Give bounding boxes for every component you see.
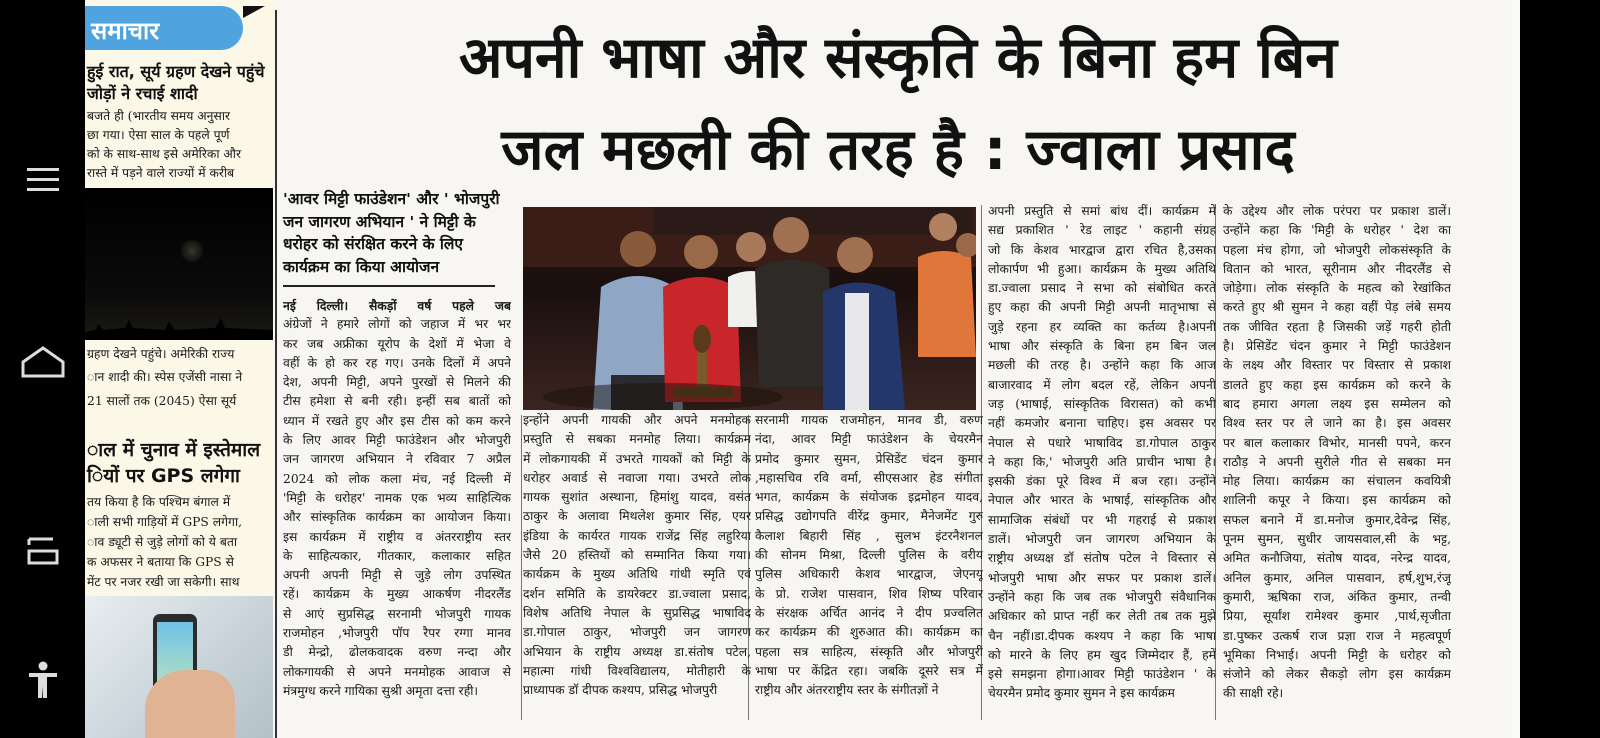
left-text-line: क अफसर ने बताया कि GPS से: [87, 555, 234, 569]
article-text-line: राष्ट्रीय और अंतरराष्ट्रीय स्तर के संगीतज्ञों ने: [755, 683, 939, 698]
article-text-line: नई दिल्ली। सैकड़ों वर्ष पहले जब: [283, 298, 511, 313]
article-text-line: तक जीवित रहता है जिसकी जड़ें गहरी होती: [1223, 319, 1451, 334]
article-text-line: को मारने के लिए हम खुद जिम्मेदार हैं, हमें: [988, 647, 1216, 662]
left-headline2-line: ाल में चुनाव में इस्तेमाल: [87, 439, 261, 461]
article-text-line: भगत, कार्यक्रम के संयोजक इद्रमोहन यादव,: [755, 490, 983, 505]
article-text-line: ने कहा कि,' भोजपुरी अति प्राचीन भाषा है।: [988, 454, 1216, 469]
article-text-line: वहीं के हो कर रह गए। उनके दिलों में अपने: [283, 355, 511, 370]
article-text-line: ठाकुर के अलावा मिथलेश कुमार सिंह, एयर: [523, 509, 751, 524]
subheadline-rule: [283, 285, 495, 287]
article-text-line: पुलिस अधिकारी केशव भारद्वाज, जेएनयू: [755, 567, 983, 582]
article-text-line: वितान को भारत, सूरीनाम और नीदरलैंड से: [1223, 261, 1451, 276]
article-text-line: के प्रो. राजेश पासवान, शिव शिष्य परिवार: [755, 586, 983, 601]
article-text-line: पूनम सुमन, सुधीर जायसवाल,सी के भट्ट,: [1223, 532, 1451, 547]
eclipse-photo: [85, 188, 273, 340]
left-text-line: को के साथ-साथ इसे अमेरिका और: [87, 147, 242, 161]
article-text-line: महात्मा गांधी विश्वविद्यालय, मोतीहारी के: [523, 663, 751, 678]
article-text-line: अंग्रेजों ने हमारे लोगों को जहाज में भर भर: [283, 317, 511, 332]
article-text-line: मोह लिया। कार्यक्रम का संचालन कवयित्री: [1223, 474, 1451, 489]
article-text-line: अपनी प्रस्तुति से समां बांध दीं। कार्यक्रम में: [988, 204, 1216, 218]
left-text-line: ाव ड्यूटी से जुड़े लोगों को ये बता: [87, 535, 238, 549]
accessibility-button[interactable]: [14, 655, 72, 705]
article-text-line: रहें। कार्यक्रम के मुख्य आकर्षण नीदरलैंड: [283, 587, 511, 602]
system-navigation-bar: [0, 0, 85, 738]
event-photo: [523, 207, 976, 410]
article-text-line: विश्व स्तर पर ले जाने का है। इस अवसर: [1223, 416, 1451, 431]
article-text-line: सरनामी गायक राजमोहन, मानव डी, वरुण: [755, 413, 983, 427]
article-text-line: पहला मंच होगा, जो भोजपुरी लोकसंस्कृति के: [1223, 242, 1451, 257]
article-column-3: [755, 411, 983, 700]
article-text-line: के साहित्यकार, गीतकार, कलाकार सहित: [283, 548, 511, 563]
article-text-line: डालें। भोजपुरी जन जागरण अभियान के: [988, 532, 1216, 547]
article-text-line: के संरक्षक अर्चित आनंद ने दीप प्रज्वलित: [755, 605, 983, 620]
section-tag-label: समाचार: [91, 17, 160, 45]
article-text-line: टीस हमेशा से बनी रही। इन्हीं सब बातों को: [283, 394, 511, 409]
gps-phone-photo: [85, 596, 273, 738]
article-text-line: के लिए आवर मिट्टी फाउंडेशन और भोजपुरी: [283, 433, 511, 448]
article-text-line: इस कार्यक्रम में राष्ट्रीय व अंतरराष्ट्रीय स्तर: [283, 529, 511, 544]
article-text-line: जन जागरण अभियान ने रविवार 7 अप्रैल: [283, 452, 511, 467]
article-text-line: से आएं सुप्रसिद्ध सरनामी भोजपुरी गायक: [283, 606, 511, 621]
article-text-line: के उद्देश्य और लोक परंपरा पर प्रकाश डालें।: [1223, 204, 1451, 218]
article-text-line: के लक्ष्य और विस्तार पर विस्तार से प्रकाश: [1223, 358, 1451, 373]
left-text-line: रास्ते में पड़ने वाले राज्यों में करीब: [87, 166, 235, 180]
accessibility-icon: [26, 660, 60, 700]
main-headline-line-2: जल मछली की तरह है : ज्वाला प्रसाद: [501, 117, 1295, 183]
article-text-line: लोकगायकी से अपने मनमोहक आवाज से: [283, 664, 511, 679]
home-icon: [20, 345, 66, 379]
article-text-line: मंत्रमुग्ध करने गायिका सुश्री अमृता दत्ता रही।: [283, 683, 479, 698]
article-text-line: प्रमोद कुमार सुमन, प्रेसिडेंट चंदन कुमार: [755, 451, 983, 466]
article-text-line: डालते हुए कहा इस कार्यक्रम को करने के: [1223, 377, 1451, 392]
screen-edge: [1520, 0, 1600, 738]
left-text-line: ान शादी की। स्पेस एजेंसी नासा ने: [87, 370, 243, 384]
article-text-line: इसकी डंका पूरे विश्व में बज रहा। उन्होंने: [988, 474, 1216, 489]
article-text-line: राष्ट्रीय अध्यक्ष डॉ संतोष पटेल ने विस्तार से: [988, 551, 1216, 566]
left-headline-line: हुई रात, सूर्य ग्रहण देखने पहुंचे: [87, 62, 265, 81]
article-text-line: सफल बनाने में डा.मनोज कुमार,देवेन्द्र सिंह,: [1223, 512, 1451, 527]
article-column-2: [523, 411, 751, 700]
article-text-line: कुमारी, ऋषिका राज, अंकित कुमार, तन्वी: [1223, 589, 1451, 604]
article-text-line: चैन नहीं।डा.दीपक कश्यप ने कहा कि भाषा: [988, 628, 1216, 643]
article-text-line: भाषा पर केंद्रित रहा। जबकि दूसरे सत्र में: [755, 663, 983, 678]
section-tag: [85, 6, 243, 50]
left-text-line: मेंट पर नजर रखी जा सकेगी। साथ: [87, 575, 240, 589]
article-text-line: और सांस्कृतिक कार्यक्रम का आयोजन किया।: [283, 510, 511, 525]
menu-button[interactable]: [14, 155, 72, 205]
article-text-line: डी मेन्द्रो, ढोलकवादक वरुण नन्दा और: [283, 645, 511, 660]
article-text-line: राजमोहन ,भोजपुरी पॉप रैपर रग्गा मानव: [283, 626, 511, 641]
article-text-line: जैसे 20 हस्तियों को सम्मानित किया गया।: [523, 548, 751, 563]
menu-icon: [25, 165, 61, 195]
article-text-line: अपनी अपनी मिट्टी से जुड़े लोग उपस्थित: [283, 568, 511, 583]
left-text-line: ग्रहण देखने पहुंचे। अमेरिकी राज्य: [87, 347, 235, 361]
article-text-line: पर बाल कलाकार विभोर, मानसी पपने, करन: [1223, 435, 1451, 450]
subheadline: [283, 188, 511, 278]
subheadline-line: 'आवर मिट्टी फाउंडेशन' और ' भोजपुरी: [283, 190, 500, 208]
article-text-line: विशेष अतिथि नेपाल के सुप्रसिद्ध भाषाविद: [523, 605, 751, 620]
main-headline-line-1: अपनी भाषा और संस्कृति के बिना हम बिन: [459, 25, 1337, 91]
article-text-line: ,महासचिव रवि वर्मा, सीएसआर हेड संगीता: [755, 470, 983, 485]
article-text-line: भाषा और संस्कृति के बिना हम बिन जल: [988, 339, 1216, 354]
article-text-line: डा.ज्वाला प्रसाद ने सभा को संबोधित करते: [988, 281, 1216, 296]
article-text-line: सामाजिक संबंधों पर भी गहराई से प्रकाश: [988, 512, 1216, 527]
subheadline-line: धरोहर को संरक्षित करने के लिए: [283, 235, 463, 253]
left-text-line: बजते ही (भारतीय समय अनुसार: [87, 109, 231, 123]
left-news-column: [85, 0, 273, 738]
article-text-line: 'मिट्टी के धरोहर' नामक एक भव्य साहित्यिक: [283, 490, 511, 505]
column-divider: [275, 10, 277, 738]
event-photo-illustration: [523, 207, 976, 410]
article-text-line: मछली की तरह है। उन्होंने कहा कि आज: [988, 358, 1216, 373]
article-text-line: भोजपुरी भाषा और सफर पर प्रकाश डालें।: [988, 570, 1216, 585]
article-text-line: की सोनम मिश्रा, दिल्ली पुलिस के वरीय: [755, 548, 983, 563]
article-text-line: भूमिका निभाई। अपनी मिट्टी के धरोहर को: [1223, 647, 1451, 662]
eclipse-sun: [181, 240, 203, 262]
left-text-line: छा गया। ऐसा साल के पहले पूर्ण: [87, 128, 230, 142]
left-text-line: तय किया है कि पश्चिम बंगाल में: [87, 495, 231, 509]
article-text-line: में लोकगायकी में उभरते गायकों को मिट्टी के: [523, 451, 751, 466]
article-text-line: राठौड़ ने अपनी सुरीले गीत से सबका मन: [1223, 454, 1451, 469]
article-text-line: पहला सत्र साहित्य, संस्कृति और भोजपुरी: [755, 644, 983, 659]
article-text-line: चेयरमैन प्रमोद कुमार सुमन ने इस कार्यक्रम: [988, 686, 1175, 701]
left-text-line: 21 सालों तक (2045) ऐसा सूर्य: [87, 394, 237, 408]
article-text-line: गायक सुशांत अस्थाना, हिमांशु यादव, वसंत: [523, 490, 751, 505]
article-text-line: की साक्षी रहे।: [1223, 686, 1284, 701]
article-text-line: शालिनी कपूर ने किया। इस कार्यक्रम को: [1223, 493, 1451, 508]
subheadline-line: जन जागरण अभियान ' ने मिट्टी के: [283, 212, 476, 231]
article-text-line: अनिल कुमार, अनिल पासवान, हर्ष,शुभ,रंजू: [1223, 570, 1451, 585]
article-text-line: नहीं कमजोर बनाना चाहिए। इस अवसर पर: [988, 416, 1216, 431]
article-text-line: अमित कनौजिया, संतोष यादव, नरेन्द्र यादव,: [1223, 551, 1451, 566]
article-text-line: प्रसिद्ध उद्योगपति वीरेंद्र कुमार, मैनेजमेंट गुरु: [755, 509, 983, 524]
article-text-line: ध्यान में रखते हुए और इस टीस को कम करने: [283, 413, 511, 428]
article-text-line: अधिकार को प्राप्त नहीं कर लेती तब तक मुझे: [988, 609, 1216, 624]
article-text-line: लोकार्पण भी हुआ। कार्यक्रम के मुख्य अतिथि: [988, 261, 1216, 276]
article-text-line: प्रिया, सूर्यांश रामेश्वर कुमार ,पार्थ,सृजीता: [1223, 609, 1451, 624]
article-text-line: अभियान के राष्ट्रीय अध्यक्ष डा.संतोष पटेल,: [523, 644, 751, 659]
article-text-line: जो कि केशव भारद्वाज द्वारा रचित है,उसका: [988, 242, 1216, 257]
article-text-line: बाजारवाद में लोग बदल रहें, लेकिन अपनी: [988, 377, 1216, 392]
article-text-line: उन्होंने कहा कि 'मिट्टी के धरोहर ' देश का: [1223, 223, 1451, 238]
article-text-line: करते हुए श्री सुमन ने कहा वहीं पेड़ लंबे समय: [1223, 300, 1451, 315]
column-divider: [521, 415, 522, 720]
article-text-line: इसे समझना होगा।आवर मिट्टी फाउंडेशन ' के: [988, 667, 1216, 682]
article-text-line: सद्य प्रकाशित ' रेड लाइट ' कहानी संग्रह: [988, 223, 1216, 238]
back-button[interactable]: [14, 527, 72, 577]
left-headline2-line: ियों पर GPS लगेगा: [87, 465, 240, 487]
article-text-line: जड़ (भाषाई, सांस्कृतिक विरासत) को कभी: [988, 396, 1216, 411]
article-text-line: उन्होंने कहा कि जब तक भोजपुरी संवैधानिक: [988, 589, 1216, 604]
article-text-line: कार्यक्रम के मुख्य अतिथि गांधी स्मृति एवं: [523, 567, 751, 582]
article-text-line: नेपाल से पधारे भाषाविद डा.गोपाल ठाकुर: [988, 435, 1216, 450]
article-column-1: [283, 296, 511, 701]
article-text-line: कर कार्यक्रम की शुरुआत की। कार्यक्रम का: [755, 625, 983, 640]
article-text-line: इंडिया के कार्यरत गायक राजेंद्र सिंह लहुरिया: [523, 528, 751, 543]
article-text-line: 2024 को लोक कला मंच, नई दिल्ली में: [283, 471, 511, 486]
article-text-line: डा.पुष्कर उत्कर्ष राज प्रज्ञा राज ने महत्वपूर्ण: [1223, 628, 1451, 643]
article-text-line: संजोने को लेकर सैकड़ो लोग इस कार्यक्रम: [1223, 667, 1451, 682]
article-text-line: इन्होंने अपनी गायकी और अपने मनमोहक: [523, 413, 751, 427]
article-text-line: कर जब अफ्रीका यूरोप के देशों में भेजा वे: [283, 336, 511, 351]
article-text-line: है। प्रेसिडेंट चंदन कुमार ने मिट्टी फाउंडेशन: [1223, 339, 1451, 354]
newspaper-page: [85, 0, 1520, 738]
left-headline-line: जोड़ों ने रचाई शादी: [87, 84, 198, 103]
article-text-line: देश, अपनी मिट्टी, अपने पुरखों से मिलने की: [283, 375, 511, 390]
subheadline-line: कार्यक्रम का किया आयोजन: [283, 257, 440, 276]
palm-trees-silhouette: [85, 306, 273, 340]
article-text-line: डा.गोपाल ठाकुर, भोजपुरी जन जागरण: [523, 625, 751, 640]
home-button[interactable]: [14, 337, 72, 387]
article-text-line: बाद हमारा अगला लक्ष्य इस सम्मेलन को: [1223, 396, 1451, 411]
hand: [145, 670, 235, 738]
article-text-line: जोड़ेगा। लोक संस्कृति के महत्व को रेखांकित: [1223, 281, 1451, 296]
article-text-line: हुए कहा की अपनी मिट्टी अपनी मातृभाषा से: [988, 300, 1216, 315]
article-text-line: नंदा, आवर मिट्टी फाउंडेशन के चेयरमैन: [755, 432, 983, 447]
tag-corner: [243, 6, 265, 18]
article-text-line: प्रस्तुति से सबका मनमोह लिया। कार्यक्रम: [523, 432, 751, 447]
article-text-line: नेपाल और भारत के भाषाई, सांस्कृतिक और: [988, 493, 1216, 508]
article-column-5: [1223, 202, 1451, 704]
article-text-line: दर्शन समिति के डायरेक्टर डा.ज्वाला प्रसाद,: [523, 586, 751, 601]
article-text-line: जुड़े रहना हर व्यक्ति का कर्तव्य है।अपनी: [988, 319, 1216, 334]
article-text-line: प्राध्यापक डॉ दीपक कश्यप, प्रसिद्ध भोजपुरी: [523, 683, 718, 698]
article-text-line: धरोहर अवार्ड से नवाजा गया। उभरते लोक: [523, 470, 751, 485]
article-text-line: कैलाश बिहारी सिंह , सुलभ इंटरनैशनल: [755, 528, 983, 543]
back-icon: [23, 535, 63, 569]
article-column-4: [988, 202, 1216, 704]
left-text-line: ाली सभी गाड़ियों में GPS लगेगा,: [87, 515, 243, 529]
